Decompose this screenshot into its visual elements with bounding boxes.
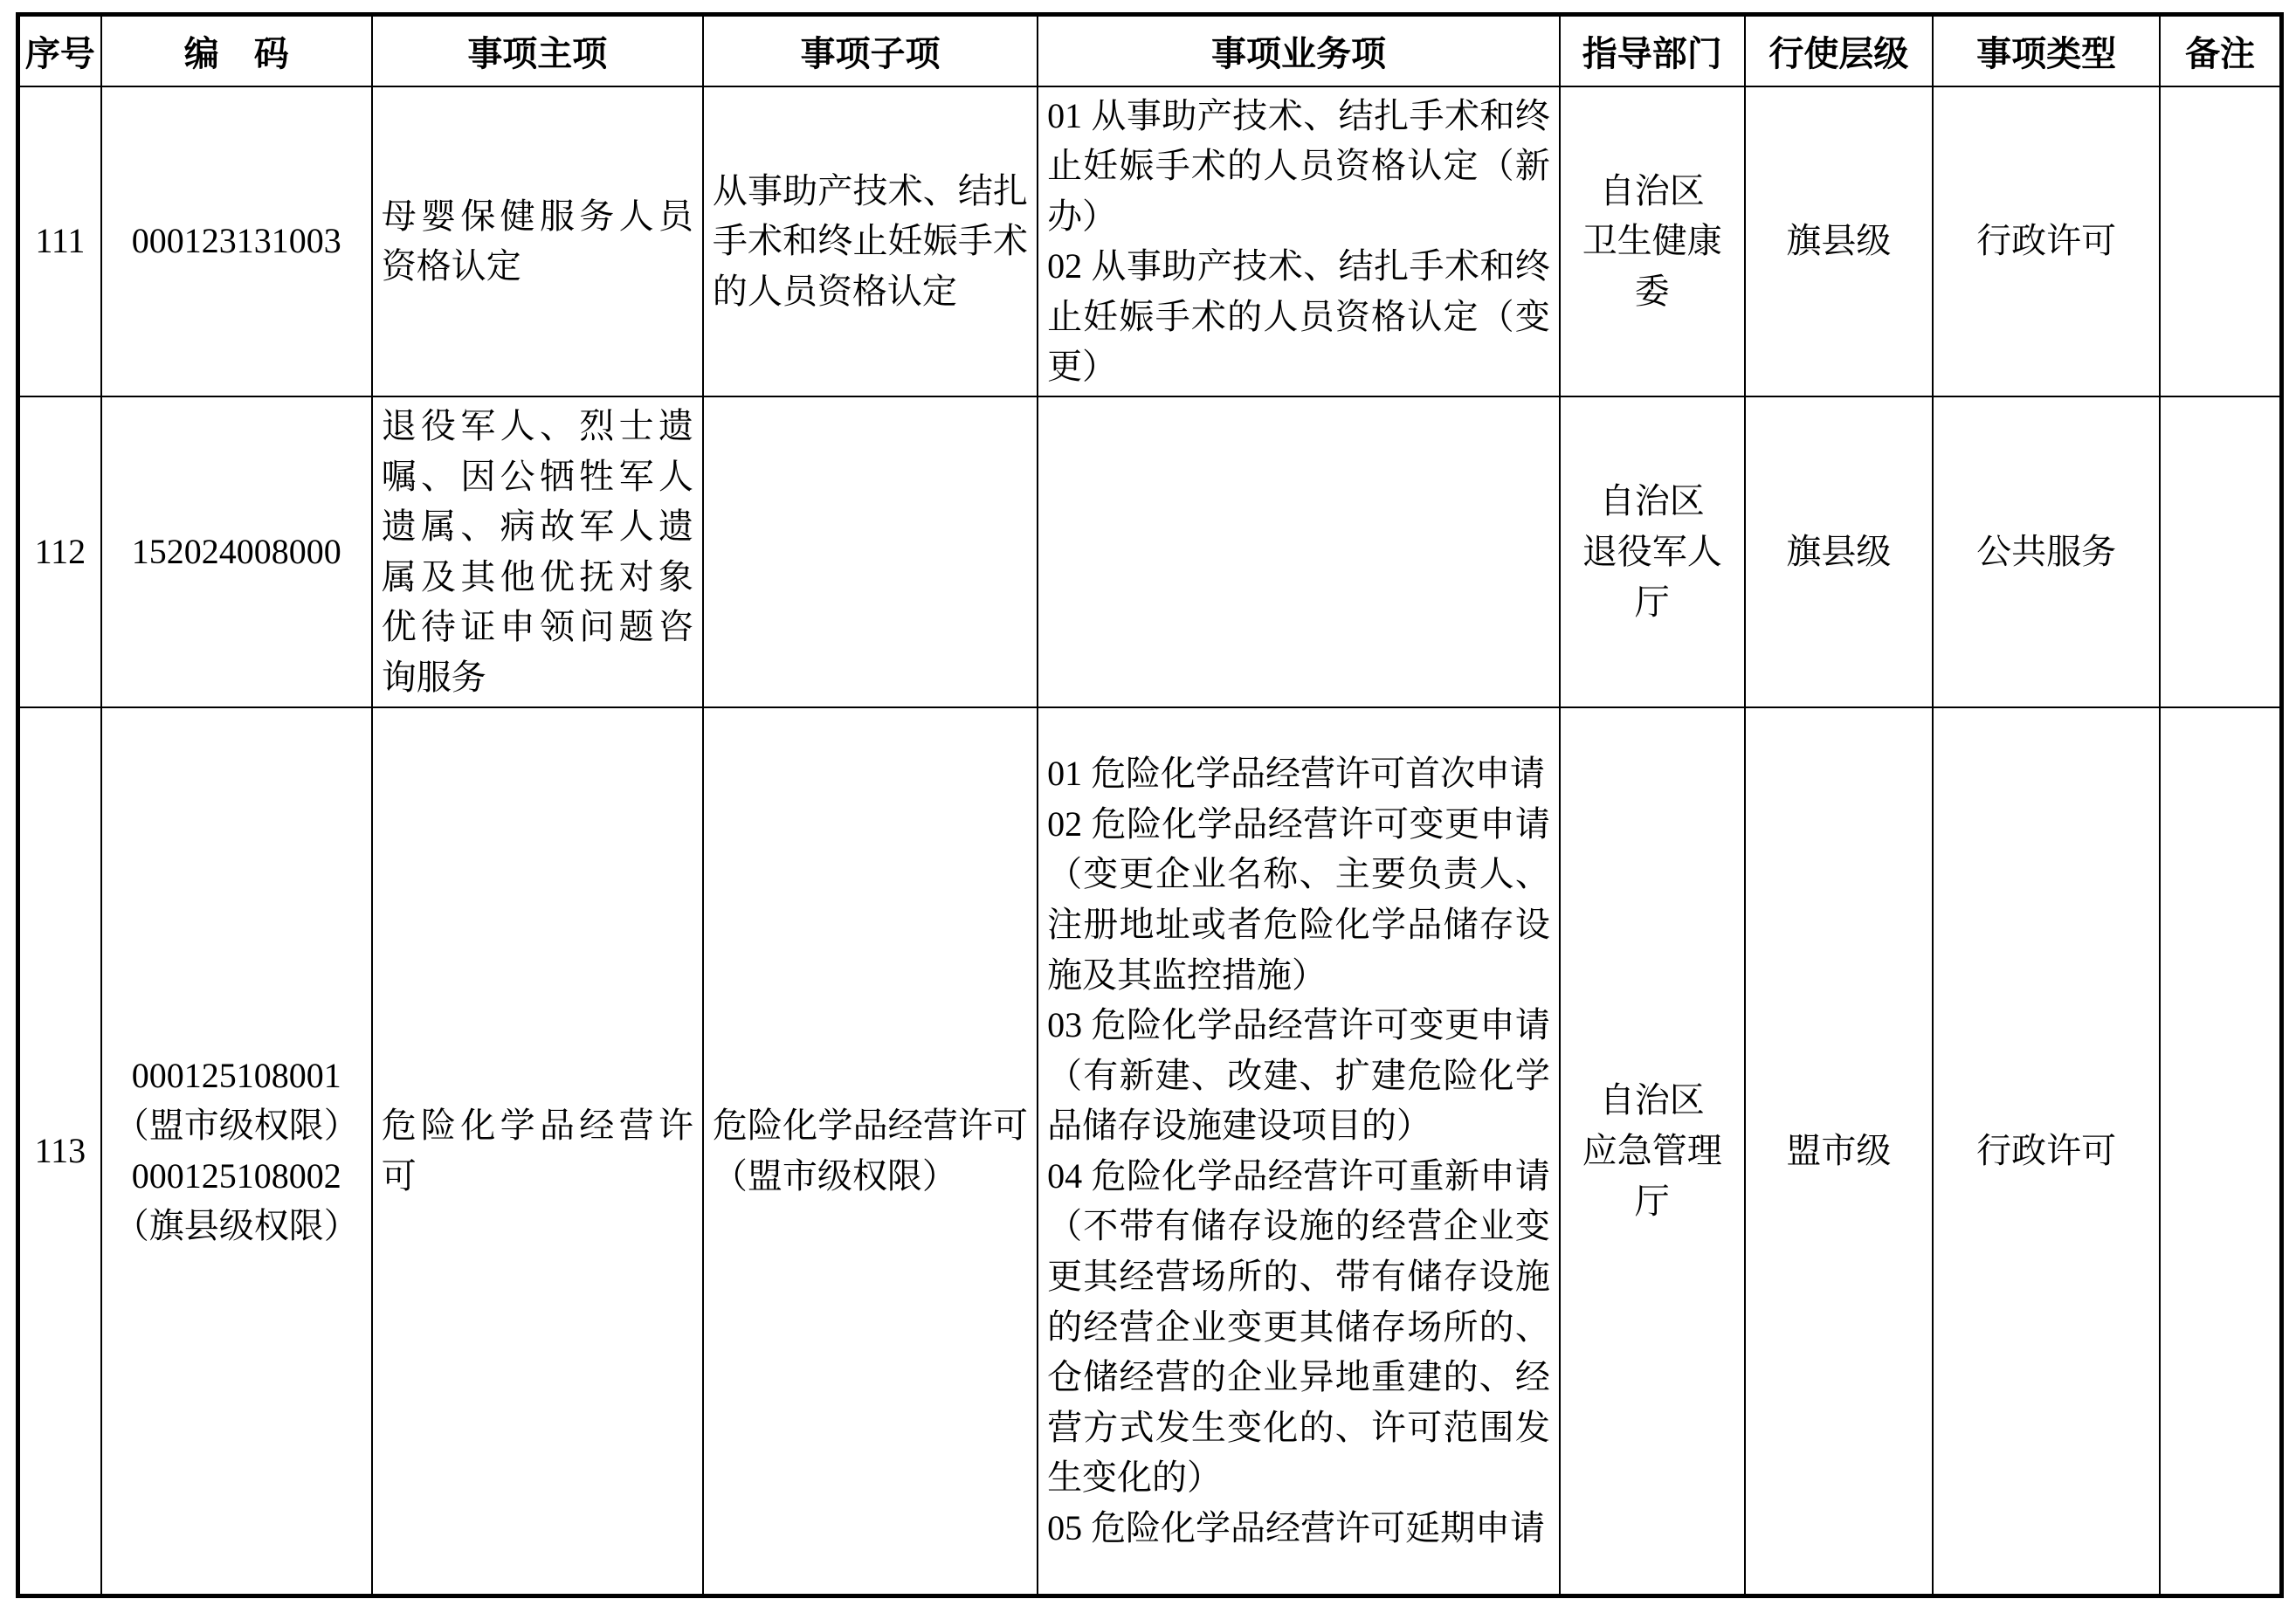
cell-seq: 112 — [18, 396, 101, 707]
cell-sub-item — [703, 396, 1038, 707]
cell-business-items — [1038, 396, 1560, 707]
department-line: 自治区 — [1599, 1080, 1705, 1120]
col-header-remark: 备注 — [2160, 15, 2282, 86]
table-header-row — [18, 15, 2282, 86]
cell-code — [101, 396, 372, 707]
service-items-table — [16, 12, 2284, 1598]
code-line: 000125108002 — [131, 1155, 341, 1196]
business-item: 02 危险化学品经营许可变更申请（变更企业名称、主要负责人、注册地址或者危险化学品储存设施及其监控措施） — [1047, 803, 1550, 995]
cell-type: 行政许可 — [1933, 86, 2160, 397]
cell-level: 旗县级 — [1745, 396, 1934, 707]
cell-code — [101, 86, 372, 397]
department-line: 应急管理厅 — [1582, 1131, 1722, 1221]
cell-main-item: 母婴保健服务人员资格认定 — [372, 86, 703, 397]
code-line: 152024008000 — [131, 532, 341, 572]
cell-main-item: 危险化学品经营许可 — [372, 707, 703, 1596]
code-line: 000123131003 — [131, 221, 341, 261]
cell-remark — [2160, 707, 2282, 1596]
table-row — [18, 86, 2282, 397]
cell-type: 公共服务 — [1933, 396, 2160, 707]
cell-department — [1560, 396, 1745, 707]
col-header-seq: 序号 — [18, 15, 101, 86]
cell-level: 盟市级 — [1745, 707, 1934, 1596]
table-row — [18, 396, 2282, 707]
department-line: 卫生健康委 — [1582, 221, 1722, 312]
cell-level: 旗县级 — [1745, 86, 1934, 397]
col-header-sub-item: 事项子项 — [703, 15, 1038, 86]
business-item: 04 危险化学品经营许可重新申请（不带有储存设施的经营企业变更其经营场所的、带有储存设施的经营企业变更其储存场所的、仓储经营的企业异地重建的、经营方式发生变化的、许可范围发生变化的） — [1047, 1155, 1550, 1498]
department-line: 自治区 — [1599, 170, 1705, 210]
cell-seq: 111 — [18, 86, 101, 397]
col-header-department: 指导部门 — [1560, 15, 1745, 86]
cell-seq: 113 — [18, 707, 101, 1596]
cell-sub-item: 从事助产技术、结扎手术和终止妊娠手术的人员资格认定 — [703, 86, 1038, 397]
cell-main-item: 退役军人、烈士遗嘱、因公牺牲军人遗属、病故军人遗属及其他优抚对象优待证申领问题咨询服务 — [372, 396, 703, 707]
cell-remark — [2160, 396, 2282, 707]
cell-business-items — [1038, 86, 1560, 397]
col-header-type: 事项类型 — [1933, 15, 2160, 86]
col-header-business-item: 事项业务项 — [1038, 15, 1560, 86]
cell-sub-item: 危险化学品经营许可（盟市级权限） — [703, 707, 1038, 1596]
cell-business-items — [1038, 707, 1560, 1596]
code-line: （盟市级权限） — [114, 1106, 359, 1146]
col-header-main-item: 事项主项 — [372, 15, 703, 86]
col-header-level: 行使层级 — [1745, 15, 1934, 86]
code-line: 000125108001 — [131, 1055, 341, 1095]
code-line: （旗县级权限） — [114, 1206, 359, 1246]
business-item: 05 危险化学品经营许可延期申请 — [1047, 1508, 1546, 1548]
business-item: 01 危险化学品经营许可首次申请 — [1047, 754, 1546, 794]
cell-department — [1560, 86, 1745, 397]
department-line: 自治区 — [1599, 481, 1705, 521]
cell-code — [101, 707, 372, 1596]
col-header-code: 编 码 — [101, 15, 372, 86]
table-row — [18, 707, 2282, 1596]
cell-department — [1560, 707, 1745, 1596]
cell-type: 行政许可 — [1933, 707, 2160, 1596]
business-item: 01 从事助产技术、结扎手术和终止妊娠手术的人员资格认定（新办） — [1047, 95, 1550, 236]
cell-remark — [2160, 86, 2282, 397]
business-item: 03 危险化学品经营许可变更申请（有新建、改建、扩建危险化学品储存设施建设项目的） — [1047, 1005, 1550, 1146]
business-item: 02 从事助产技术、结扎手术和终止妊娠手术的人员资格认定（变更） — [1047, 246, 1550, 387]
department-line: 退役军人厅 — [1582, 532, 1722, 622]
